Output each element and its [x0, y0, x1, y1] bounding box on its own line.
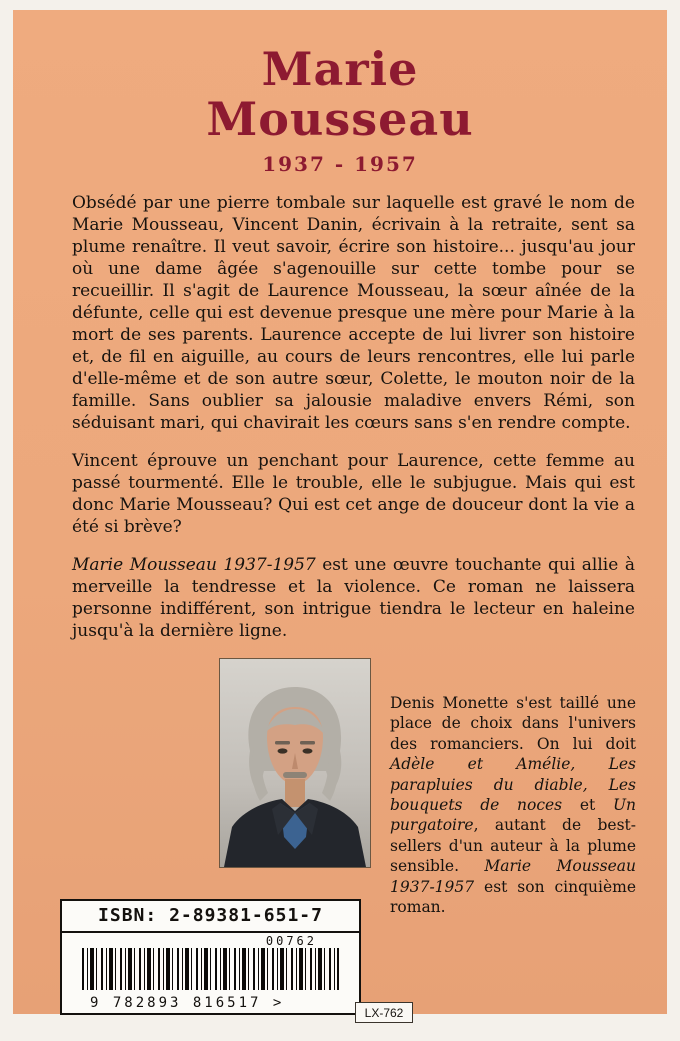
author-bio-book-titles-2: Un purgatoire: [390, 796, 636, 835]
synopsis-paragraph-3-text: est une œuvre touchante qui allie à merveille la tendresse et la violence. Ce roman ne laissera personne indifférent, son intrigue tiendra le lecteur en haleine jusqu'à la dernière ligne.: [72, 555, 635, 641]
author-bio-text-4: est son cinquième roman.: [390, 877, 636, 917]
author-bio-book-titles-1: Adèle et Amélie, Les parapluies du diable, Les bouquets de noces: [390, 755, 636, 815]
synopsis-paragraph-2: Vincent éprouve un penchant pour Laurence, cette femme au passé tourmenté. Elle le trouble, elle le subjugue. Mais qui est donc Marie Mousseau? Qui est cet ange de douceur dont la vie a été si brève?: [72, 451, 635, 537]
barcode-digits: 9 782893 816517 >: [90, 995, 285, 1011]
barcode: [82, 948, 339, 990]
synopsis-paragraph-3: [72, 554, 635, 642]
isbn-number: ISBN: 2-89381-651-7: [62, 901, 359, 933]
author-bio-book-titles-3: Marie Mousseau 1937-1957: [390, 857, 636, 896]
barcode-addon-code: 00762: [265, 934, 317, 948]
synopsis-book-title: Marie Mousseau 1937-1957: [72, 555, 316, 575]
print-code-box: [355, 1002, 413, 1023]
print-code: LX-762: [364, 1005, 404, 1020]
synopsis-paragraph-1: Obsédé par une pierre tombale sur laquelle est gravé le nom de Marie Mousseau, Vincent Danin, écrivain à la retraite, sent sa plume renaître. Il veut savoir, écrire son histoire... jusqu'au jour où une dame âgée s'agenouille sur cette tombe pour se recueillir. Il s'agit de Laurence Mousseau, la sœur aînée de la défunte, celle qui est devenue presque une mère pour Marie à la mort de ses parents. Laurence accepte de lui livrer son histoire et, de fil en aiguille, au cours de leurs rencontres, elle lui parle d'elle-même et de son autre sœur, Colette, le mouton noir de la famille. Sans oublier sa jalousie maladive envers Rémi, son séduisant mari, qui chavirait les cœurs sans s'en rendre compte.: [72, 193, 635, 433]
author-bio: [390, 693, 636, 917]
book-title-line2: Mousseau: [206, 92, 474, 146]
book-years: 1937 - 1957: [262, 152, 418, 176]
book-title: [13, 44, 667, 144]
author-bio-text-1: Denis Monette s'est taillé une place de choix dans l'univers des romanciers. On lui doit: [390, 694, 636, 753]
author-bio-text-2: et: [562, 796, 613, 815]
author-portrait-image: [220, 659, 370, 867]
book-title-line1: Marie: [261, 42, 419, 96]
barcode-area: [62, 933, 359, 1013]
isbn-block: [60, 899, 361, 1015]
synopsis: [72, 192, 635, 658]
book-back-cover: [13, 10, 667, 1020]
author-bio-text-3: , autant de best-sellers d'un auteur à la plume sensible.: [390, 816, 636, 876]
author-photo: [219, 658, 371, 868]
